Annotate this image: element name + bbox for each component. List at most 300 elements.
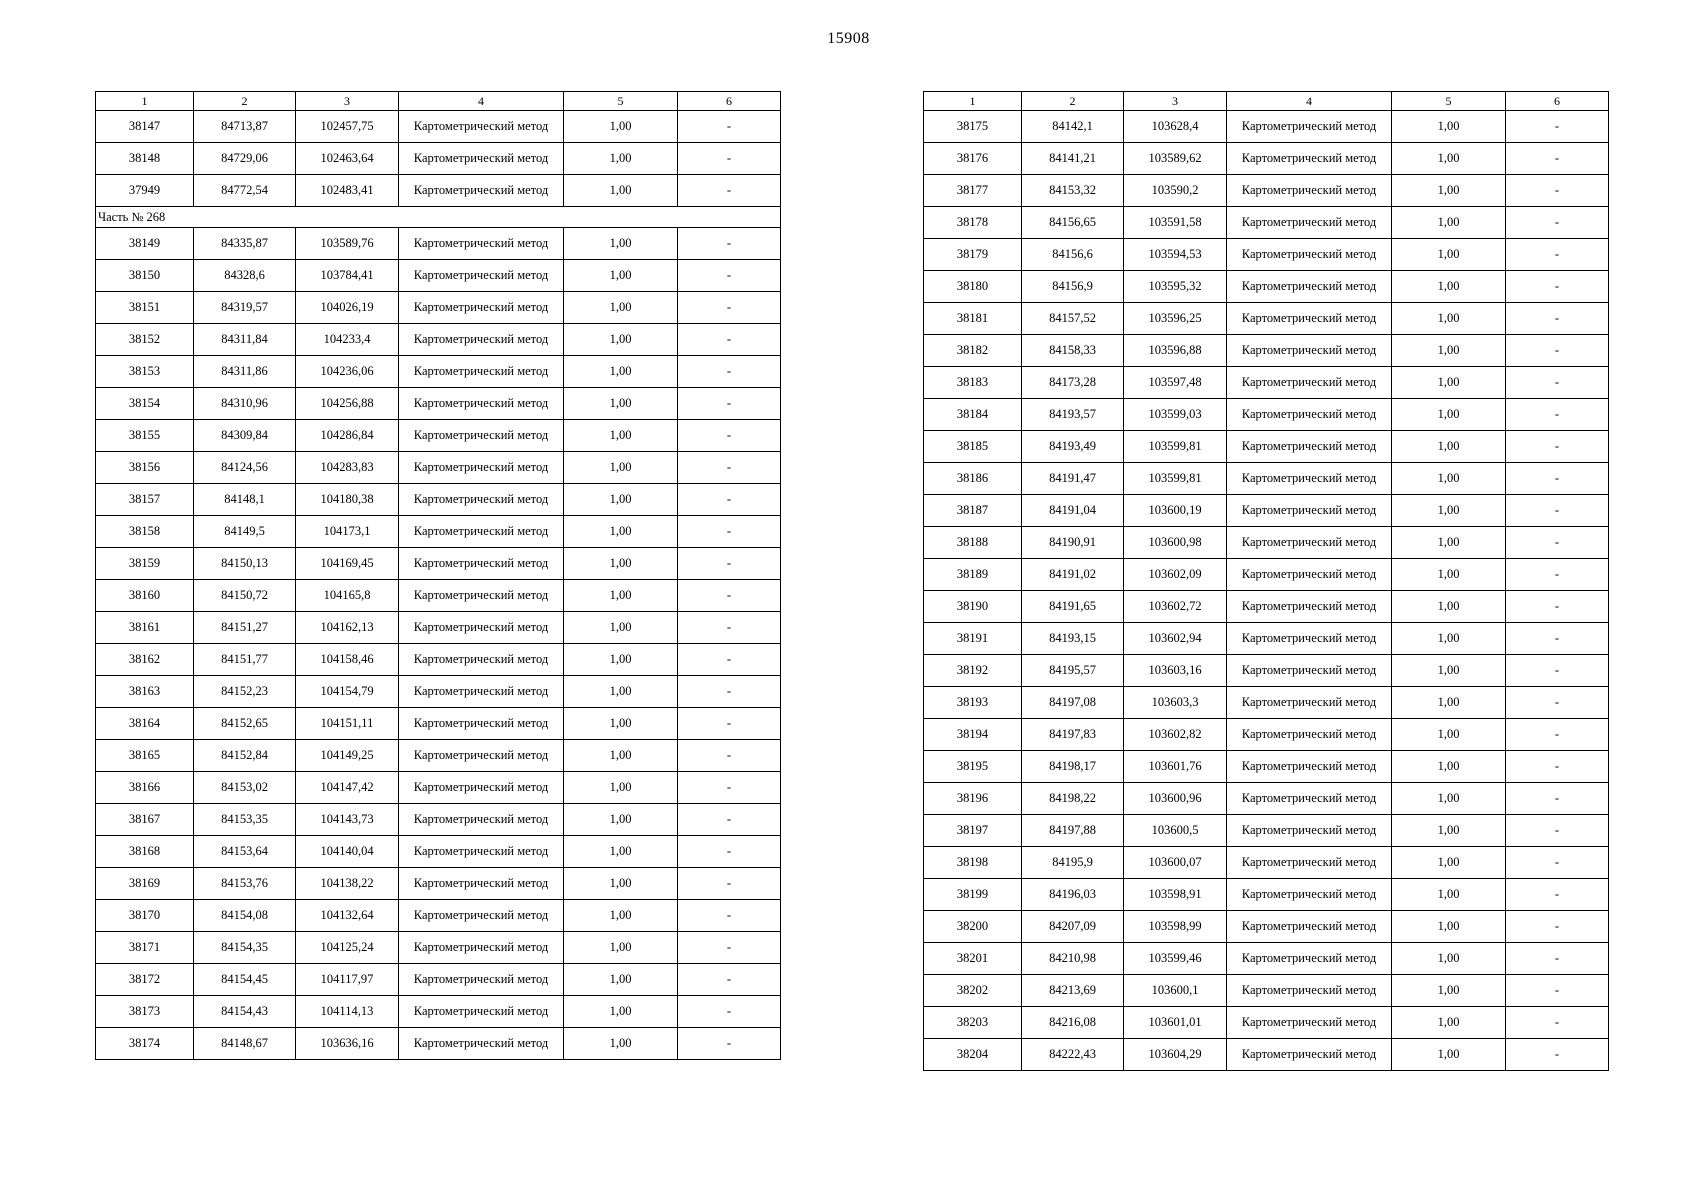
column-header: 6 [678, 92, 781, 111]
table-row [924, 719, 1609, 751]
method-cell: Картометрический метод [399, 111, 564, 143]
point-number-cell: 38200 [924, 911, 1022, 943]
point-number-cell: 38155 [96, 420, 194, 452]
note-cell: - [1506, 975, 1609, 1007]
y-coordinate-cell: 104147,42 [296, 772, 399, 804]
point-number-cell: 38189 [924, 559, 1022, 591]
method-cell: Картометрический метод [399, 452, 564, 484]
point-number-cell: 38174 [96, 1028, 194, 1060]
accuracy-cell: 1,00 [1392, 623, 1506, 655]
table-row [96, 420, 781, 452]
method-cell: Картометрический метод [1227, 271, 1392, 303]
table-row [924, 175, 1609, 207]
x-coordinate-cell: 84153,76 [194, 868, 296, 900]
method-cell: Картометрический метод [1227, 143, 1392, 175]
point-number-cell: 38170 [96, 900, 194, 932]
x-coordinate-cell: 84197,83 [1022, 719, 1124, 751]
table-row [924, 655, 1609, 687]
point-number-cell: 38173 [96, 996, 194, 1028]
accuracy-cell: 1,00 [1392, 591, 1506, 623]
x-coordinate-cell: 84173,28 [1022, 367, 1124, 399]
x-coordinate-cell: 84198,17 [1022, 751, 1124, 783]
table-row [924, 111, 1609, 143]
table-row [96, 612, 781, 644]
x-coordinate-cell: 84216,08 [1022, 1007, 1124, 1039]
table-row [924, 815, 1609, 847]
note-cell: - [678, 612, 781, 644]
point-number-cell: 38161 [96, 612, 194, 644]
point-number-cell: 38172 [96, 964, 194, 996]
method-cell: Картометрический метод [399, 484, 564, 516]
accuracy-cell: 1,00 [564, 111, 678, 143]
y-coordinate-cell: 104236,06 [296, 356, 399, 388]
table-row [96, 836, 781, 868]
point-number-cell: 38183 [924, 367, 1022, 399]
coordinates-table-right [923, 91, 1609, 1071]
point-number-cell: 38178 [924, 207, 1022, 239]
point-number-cell: 38182 [924, 335, 1022, 367]
method-cell: Картометрический метод [399, 708, 564, 740]
x-coordinate-cell: 84197,88 [1022, 815, 1124, 847]
table-row [96, 964, 781, 996]
y-coordinate-cell: 104154,79 [296, 676, 399, 708]
note-cell: - [1506, 783, 1609, 815]
method-cell: Картометрический метод [399, 420, 564, 452]
y-coordinate-cell: 104173,1 [296, 516, 399, 548]
note-cell: - [678, 868, 781, 900]
method-cell: Картометрический метод [399, 612, 564, 644]
point-number-cell: 38175 [924, 111, 1022, 143]
column-header: 4 [1227, 92, 1392, 111]
note-cell: - [1506, 687, 1609, 719]
accuracy-cell: 1,00 [1392, 239, 1506, 271]
x-coordinate-cell: 84154,45 [194, 964, 296, 996]
y-coordinate-cell: 103603,16 [1124, 655, 1227, 687]
method-cell: Картометрический метод [1227, 239, 1392, 271]
accuracy-cell: 1,00 [564, 612, 678, 644]
y-coordinate-cell: 103628,4 [1124, 111, 1227, 143]
note-cell: - [1506, 239, 1609, 271]
y-coordinate-cell: 104256,88 [296, 388, 399, 420]
note-cell: - [1506, 175, 1609, 207]
method-cell: Картометрический метод [399, 996, 564, 1028]
x-coordinate-cell: 84210,98 [1022, 943, 1124, 975]
accuracy-cell: 1,00 [1392, 303, 1506, 335]
table-row [96, 932, 781, 964]
method-cell: Картометрический метод [1227, 943, 1392, 975]
point-number-cell: 38199 [924, 879, 1022, 911]
accuracy-cell: 1,00 [564, 324, 678, 356]
y-coordinate-cell: 103599,03 [1124, 399, 1227, 431]
x-coordinate-cell: 84311,86 [194, 356, 296, 388]
point-number-cell: 38186 [924, 463, 1022, 495]
column-header: 5 [1392, 92, 1506, 111]
y-coordinate-cell: 103595,32 [1124, 271, 1227, 303]
x-coordinate-cell: 84310,96 [194, 388, 296, 420]
y-coordinate-cell: 103636,16 [296, 1028, 399, 1060]
table-row [924, 239, 1609, 271]
method-cell: Картометрический метод [1227, 111, 1392, 143]
table-row [924, 559, 1609, 591]
y-coordinate-cell: 103598,91 [1124, 879, 1227, 911]
x-coordinate-cell: 84195,9 [1022, 847, 1124, 879]
method-cell: Картометрический метод [1227, 431, 1392, 463]
method-cell: Картометрический метод [1227, 559, 1392, 591]
x-coordinate-cell: 84150,72 [194, 580, 296, 612]
accuracy-cell: 1,00 [1392, 911, 1506, 943]
note-cell: - [678, 708, 781, 740]
table-row [96, 644, 781, 676]
point-number-cell: 38166 [96, 772, 194, 804]
note-cell: - [1506, 815, 1609, 847]
x-coordinate-cell: 84193,15 [1022, 623, 1124, 655]
accuracy-cell: 1,00 [1392, 719, 1506, 751]
accuracy-cell: 1,00 [1392, 687, 1506, 719]
y-coordinate-cell: 104283,83 [296, 452, 399, 484]
y-coordinate-cell: 104149,25 [296, 740, 399, 772]
accuracy-cell: 1,00 [564, 996, 678, 1028]
y-coordinate-cell: 104117,97 [296, 964, 399, 996]
accuracy-cell: 1,00 [564, 836, 678, 868]
method-cell: Картометрический метод [1227, 655, 1392, 687]
table-row [96, 260, 781, 292]
y-coordinate-cell: 102457,75 [296, 111, 399, 143]
table-row [924, 431, 1609, 463]
point-number-cell: 37949 [96, 175, 194, 207]
x-coordinate-cell: 84335,87 [194, 228, 296, 260]
note-cell: - [678, 260, 781, 292]
x-coordinate-cell: 84124,56 [194, 452, 296, 484]
method-cell: Картометрический метод [1227, 399, 1392, 431]
note-cell: - [678, 772, 781, 804]
method-cell: Картометрический метод [1227, 847, 1392, 879]
x-coordinate-cell: 84153,64 [194, 836, 296, 868]
accuracy-cell: 1,00 [1392, 175, 1506, 207]
accuracy-cell: 1,00 [564, 228, 678, 260]
column-header: 3 [296, 92, 399, 111]
y-coordinate-cell: 104158,46 [296, 644, 399, 676]
y-coordinate-cell: 103603,3 [1124, 687, 1227, 719]
accuracy-cell: 1,00 [1392, 847, 1506, 879]
table-row [924, 143, 1609, 175]
method-cell: Картометрический метод [1227, 719, 1392, 751]
accuracy-cell: 1,00 [564, 175, 678, 207]
point-number-cell: 38157 [96, 484, 194, 516]
method-cell: Картометрический метод [1227, 303, 1392, 335]
accuracy-cell: 1,00 [1392, 367, 1506, 399]
point-number-cell: 38169 [96, 868, 194, 900]
x-coordinate-cell: 84153,02 [194, 772, 296, 804]
table-row [924, 335, 1609, 367]
accuracy-cell: 1,00 [1392, 879, 1506, 911]
method-cell: Картометрический метод [1227, 879, 1392, 911]
table-row [924, 751, 1609, 783]
y-coordinate-cell: 103602,72 [1124, 591, 1227, 623]
table-row [924, 399, 1609, 431]
method-cell: Картометрический метод [399, 388, 564, 420]
accuracy-cell: 1,00 [564, 676, 678, 708]
table-row [96, 740, 781, 772]
table-row [96, 708, 781, 740]
y-coordinate-cell: 103600,1 [1124, 975, 1227, 1007]
x-coordinate-cell: 84151,77 [194, 644, 296, 676]
point-number-cell: 38176 [924, 143, 1022, 175]
method-cell: Картометрический метод [1227, 175, 1392, 207]
note-cell: - [678, 420, 781, 452]
note-cell: - [1506, 335, 1609, 367]
note-cell: - [1506, 1007, 1609, 1039]
point-number-cell: 38159 [96, 548, 194, 580]
point-number-cell: 38185 [924, 431, 1022, 463]
method-cell: Картометрический метод [399, 932, 564, 964]
x-coordinate-cell: 84309,84 [194, 420, 296, 452]
point-number-cell: 38162 [96, 644, 194, 676]
y-coordinate-cell: 103596,25 [1124, 303, 1227, 335]
point-number-cell: 38204 [924, 1039, 1022, 1071]
point-number-cell: 38198 [924, 847, 1022, 879]
x-coordinate-cell: 84196,03 [1022, 879, 1124, 911]
x-coordinate-cell: 84151,27 [194, 612, 296, 644]
accuracy-cell: 1,00 [564, 420, 678, 452]
note-cell: - [678, 644, 781, 676]
method-cell: Картометрический метод [399, 644, 564, 676]
y-coordinate-cell: 104286,84 [296, 420, 399, 452]
accuracy-cell: 1,00 [564, 868, 678, 900]
y-coordinate-cell: 102483,41 [296, 175, 399, 207]
table-row [96, 143, 781, 175]
note-cell: - [1506, 559, 1609, 591]
note-cell: - [1506, 111, 1609, 143]
x-coordinate-cell: 84191,47 [1022, 463, 1124, 495]
accuracy-cell: 1,00 [564, 388, 678, 420]
column-header: 6 [1506, 92, 1609, 111]
x-coordinate-cell: 84142,1 [1022, 111, 1124, 143]
point-number-cell: 38191 [924, 623, 1022, 655]
x-coordinate-cell: 84319,57 [194, 292, 296, 324]
method-cell: Картометрический метод [399, 836, 564, 868]
x-coordinate-cell: 84156,6 [1022, 239, 1124, 271]
x-coordinate-cell: 84154,43 [194, 996, 296, 1028]
method-cell: Картометрический метод [1227, 1039, 1392, 1071]
table-row [924, 207, 1609, 239]
y-coordinate-cell: 104143,73 [296, 804, 399, 836]
method-cell: Картометрический метод [1227, 751, 1392, 783]
x-coordinate-cell: 84153,35 [194, 804, 296, 836]
x-coordinate-cell: 84158,33 [1022, 335, 1124, 367]
y-coordinate-cell: 103601,76 [1124, 751, 1227, 783]
method-cell: Картометрический метод [399, 1028, 564, 1060]
note-cell: - [678, 964, 781, 996]
accuracy-cell: 1,00 [564, 516, 678, 548]
x-coordinate-cell: 84193,49 [1022, 431, 1124, 463]
accuracy-cell: 1,00 [1392, 463, 1506, 495]
accuracy-cell: 1,00 [1392, 431, 1506, 463]
note-cell: - [1506, 495, 1609, 527]
table-row [96, 356, 781, 388]
x-coordinate-cell: 84156,65 [1022, 207, 1124, 239]
method-cell: Картометрический метод [399, 964, 564, 996]
page-number: 15908 [827, 30, 870, 47]
method-cell: Картометрический метод [1227, 335, 1392, 367]
accuracy-cell: 1,00 [1392, 1039, 1506, 1071]
accuracy-cell: 1,00 [1392, 111, 1506, 143]
y-coordinate-cell: 103600,5 [1124, 815, 1227, 847]
column-header: 5 [564, 92, 678, 111]
y-coordinate-cell: 103599,81 [1124, 463, 1227, 495]
accuracy-cell: 1,00 [564, 772, 678, 804]
note-cell: - [678, 111, 781, 143]
accuracy-cell: 1,00 [1392, 1007, 1506, 1039]
point-number-cell: 38154 [96, 388, 194, 420]
y-coordinate-cell: 103784,41 [296, 260, 399, 292]
y-coordinate-cell: 103597,48 [1124, 367, 1227, 399]
method-cell: Картометрический метод [399, 548, 564, 580]
method-cell: Картометрический метод [1227, 207, 1392, 239]
table-row [96, 996, 781, 1028]
method-cell: Картометрический метод [399, 900, 564, 932]
note-cell: - [678, 996, 781, 1028]
point-number-cell: 38192 [924, 655, 1022, 687]
note-cell: - [678, 900, 781, 932]
point-number-cell: 38149 [96, 228, 194, 260]
method-cell: Картометрический метод [1227, 527, 1392, 559]
x-coordinate-cell: 84213,69 [1022, 975, 1124, 1007]
note-cell: - [1506, 463, 1609, 495]
x-coordinate-cell: 84191,04 [1022, 495, 1124, 527]
method-cell: Картометрический метод [1227, 1007, 1392, 1039]
table-row [96, 484, 781, 516]
section-label: Часть № 268 [96, 207, 781, 228]
point-number-cell: 38160 [96, 580, 194, 612]
y-coordinate-cell: 103600,96 [1124, 783, 1227, 815]
y-coordinate-cell: 104151,11 [296, 708, 399, 740]
accuracy-cell: 1,00 [1392, 943, 1506, 975]
note-cell: - [1506, 431, 1609, 463]
x-coordinate-cell: 84154,35 [194, 932, 296, 964]
x-coordinate-cell: 84197,08 [1022, 687, 1124, 719]
point-number-cell: 38163 [96, 676, 194, 708]
y-coordinate-cell: 103589,76 [296, 228, 399, 260]
accuracy-cell: 1,00 [564, 740, 678, 772]
table-row [924, 367, 1609, 399]
column-header: 1 [924, 92, 1022, 111]
x-coordinate-cell: 84222,43 [1022, 1039, 1124, 1071]
x-coordinate-cell: 84141,21 [1022, 143, 1124, 175]
table-row [924, 847, 1609, 879]
y-coordinate-cell: 104162,13 [296, 612, 399, 644]
method-cell: Картометрический метод [399, 580, 564, 612]
method-cell: Картометрический метод [1227, 911, 1392, 943]
x-coordinate-cell: 84193,57 [1022, 399, 1124, 431]
method-cell: Картометрический метод [1227, 591, 1392, 623]
y-coordinate-cell: 103599,81 [1124, 431, 1227, 463]
table-row [96, 804, 781, 836]
table-row [96, 868, 781, 900]
table-row [96, 548, 781, 580]
point-number-cell: 38147 [96, 111, 194, 143]
point-number-cell: 38171 [96, 932, 194, 964]
accuracy-cell: 1,00 [564, 1028, 678, 1060]
x-coordinate-cell: 84157,52 [1022, 303, 1124, 335]
note-cell: - [1506, 911, 1609, 943]
point-number-cell: 38152 [96, 324, 194, 356]
accuracy-cell: 1,00 [564, 804, 678, 836]
method-cell: Картометрический метод [399, 516, 564, 548]
table-row [96, 676, 781, 708]
table-row [924, 783, 1609, 815]
table-row [96, 324, 781, 356]
point-number-cell: 38193 [924, 687, 1022, 719]
note-cell: - [678, 143, 781, 175]
y-coordinate-cell: 103598,99 [1124, 911, 1227, 943]
y-coordinate-cell: 103602,94 [1124, 623, 1227, 655]
accuracy-cell: 1,00 [564, 900, 678, 932]
accuracy-cell: 1,00 [1392, 527, 1506, 559]
method-cell: Картометрический метод [399, 324, 564, 356]
table-row [96, 292, 781, 324]
table-row [924, 527, 1609, 559]
table-row [924, 943, 1609, 975]
point-number-cell: 38184 [924, 399, 1022, 431]
accuracy-cell: 1,00 [1392, 495, 1506, 527]
x-coordinate-cell: 84190,91 [1022, 527, 1124, 559]
section-row [96, 207, 781, 228]
column-header: 2 [194, 92, 296, 111]
accuracy-cell: 1,00 [564, 932, 678, 964]
point-number-cell: 38167 [96, 804, 194, 836]
y-coordinate-cell: 103601,01 [1124, 1007, 1227, 1039]
note-cell: - [678, 932, 781, 964]
x-coordinate-cell: 84198,22 [1022, 783, 1124, 815]
note-cell: - [1506, 527, 1609, 559]
note-cell: - [1506, 303, 1609, 335]
y-coordinate-cell: 104026,19 [296, 292, 399, 324]
method-cell: Картометрический метод [1227, 463, 1392, 495]
note-cell: - [1506, 143, 1609, 175]
table-header-row [96, 92, 781, 111]
y-coordinate-cell: 103600,07 [1124, 847, 1227, 879]
note-cell: - [678, 484, 781, 516]
note-cell: - [1506, 847, 1609, 879]
accuracy-cell: 1,00 [564, 452, 678, 484]
table-row [924, 879, 1609, 911]
accuracy-cell: 1,00 [564, 644, 678, 676]
point-number-cell: 38187 [924, 495, 1022, 527]
y-coordinate-cell: 104140,04 [296, 836, 399, 868]
method-cell: Картометрический метод [399, 676, 564, 708]
table-row [96, 228, 781, 260]
y-coordinate-cell: 103600,98 [1124, 527, 1227, 559]
note-cell: - [1506, 655, 1609, 687]
x-coordinate-cell: 84729,06 [194, 143, 296, 175]
x-coordinate-cell: 84152,84 [194, 740, 296, 772]
method-cell: Картометрический метод [399, 868, 564, 900]
note-cell: - [678, 292, 781, 324]
table-row [924, 495, 1609, 527]
point-number-cell: 38158 [96, 516, 194, 548]
accuracy-cell: 1,00 [1392, 399, 1506, 431]
accuracy-cell: 1,00 [564, 292, 678, 324]
point-number-cell: 38179 [924, 239, 1022, 271]
table-row [924, 303, 1609, 335]
method-cell: Картометрический метод [399, 175, 564, 207]
table-row [96, 900, 781, 932]
x-coordinate-cell: 84156,9 [1022, 271, 1124, 303]
note-cell: - [678, 580, 781, 612]
accuracy-cell: 1,00 [564, 260, 678, 292]
note-cell: - [678, 1028, 781, 1060]
note-cell: - [678, 228, 781, 260]
